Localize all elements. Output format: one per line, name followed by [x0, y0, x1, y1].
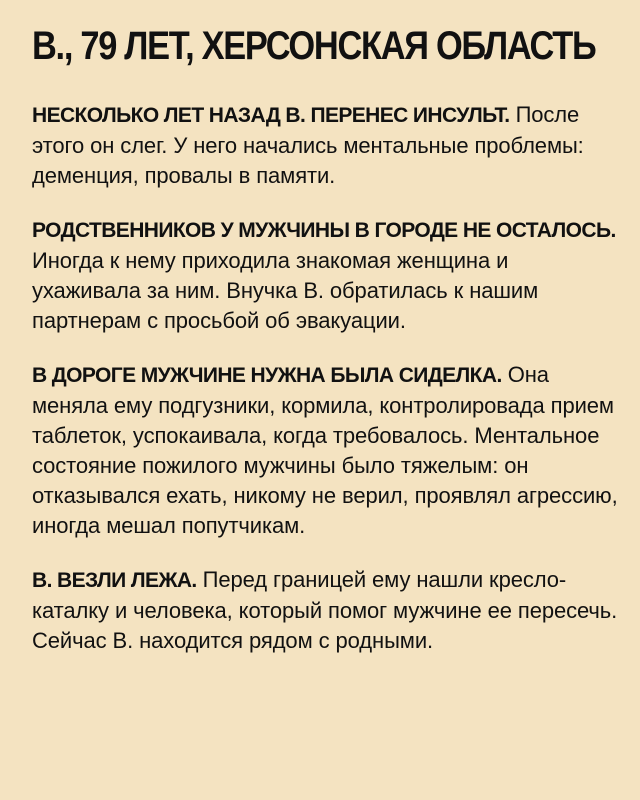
paragraph-relatives: [32, 215, 622, 336]
paragraph-lead: В. ВЕЗЛИ ЛЕЖА.: [32, 569, 197, 592]
paragraph-text: Иногда к нему приходила знакомая женщина и ухаживала за ним. Внучка В. обратилась к нашим партнерам с просьбой об эвакуации.: [32, 248, 539, 333]
paragraph-lead: В ДОРОГЕ МУЖЧИНЕ НУЖНА БЫЛА СИДЕЛКА.: [32, 364, 502, 387]
paragraph-transport: [32, 565, 622, 656]
page-title: В., 79 ЛЕТ, ХЕРСОНСКАЯ ОБЛАСТЬ: [32, 24, 596, 68]
paragraph-text: Перед границей ему нашли кресло-каталку и человека, который помог мужчине ее пересечь. Сейчас В. находится рядом с родными.: [32, 567, 618, 653]
paragraph-stroke: [32, 100, 622, 191]
paragraph-caregiver: [32, 360, 622, 541]
paragraph-text: Она меняла ему подгузники, кормила, контролировада прием таблеток, успокаивала, когда требовалось. Ментальное состояние пожилого мужчины было тяжелым: он отказывался ехать, никому не верил, проявлял агрессию, иногда мешал попутчикам.: [32, 362, 618, 538]
story-card: [32, 22, 622, 680]
paragraph-lead: НЕСКОЛЬКО ЛЕТ НАЗАД В. ПЕРЕНЕС ИНСУЛЬТ.: [32, 104, 510, 127]
paragraph-lead: РОДСТВЕННИКОВ У МУЖЧИНЫ В ГОРОДЕ НЕ ОСТАЛОСЬ.: [32, 219, 616, 242]
paragraph-text: После этого он слег. У него начались ментальные проблемы: деменция, провалы в памяти.: [32, 102, 584, 188]
